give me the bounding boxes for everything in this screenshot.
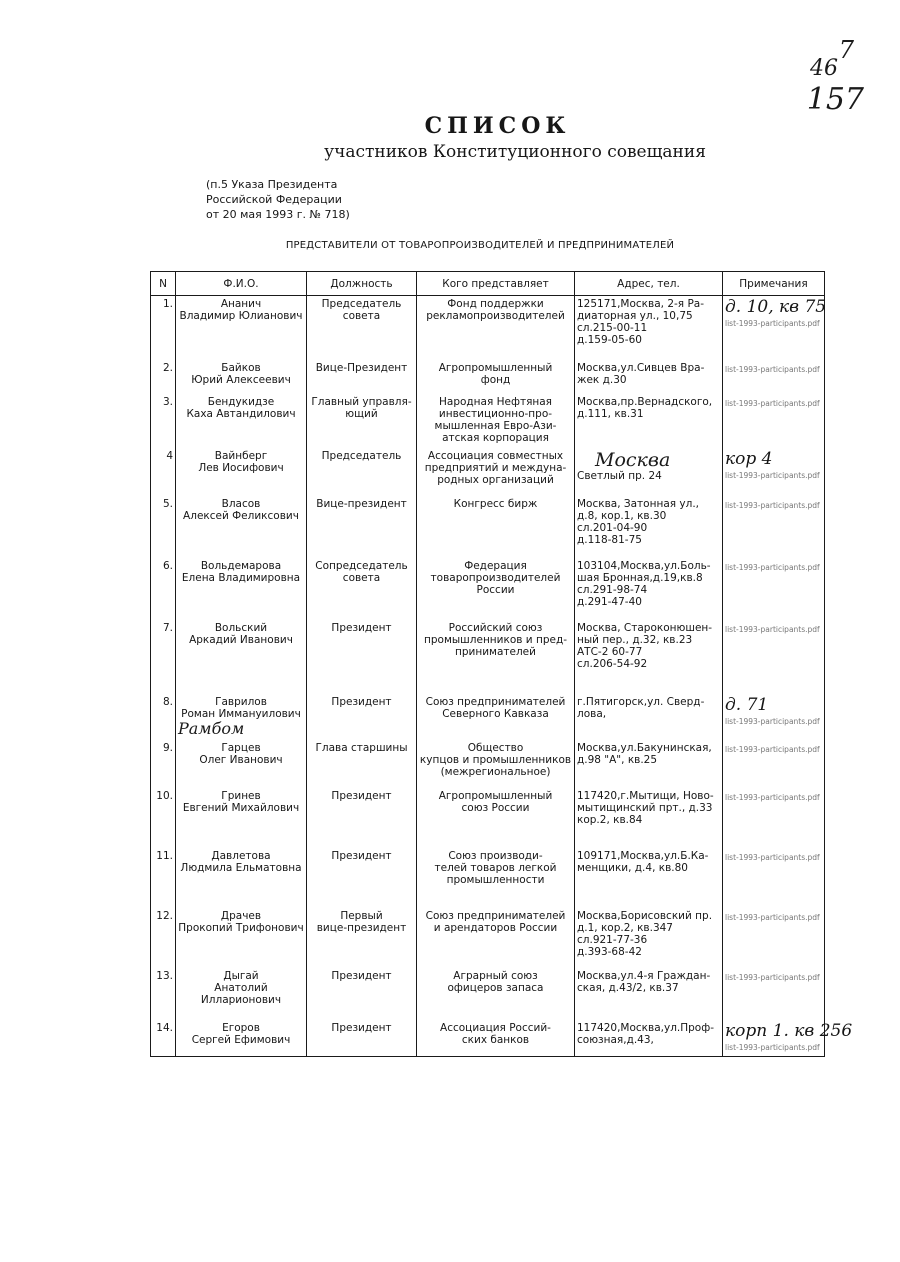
address-phone-line: сл.215-00-11 [577, 322, 648, 334]
header-position: Должность [307, 272, 417, 296]
organization-line: Союз производи- [448, 849, 543, 862]
organization-line: фонд [480, 373, 511, 386]
organization-line: Аграрный союз [453, 969, 538, 982]
organization [417, 620, 575, 694]
table-row [151, 496, 825, 558]
address-phone-line: д.98 "А", кв.25 [577, 753, 658, 766]
file-name: list-1993-participants.pdf [725, 562, 820, 572]
file-name: list-1993-participants.pdf [725, 792, 820, 802]
file-name: list-1993-participants.pdf [725, 500, 820, 510]
organization-line: атская корпорация [442, 431, 549, 444]
person-position [307, 740, 417, 788]
notes-cell [723, 788, 825, 848]
organization-line: Российский союз [448, 621, 543, 634]
organization-line: купцов и промышленников [419, 753, 572, 766]
person-position [307, 620, 417, 694]
person-position-line: Президент [331, 849, 392, 862]
address-phone [575, 620, 723, 694]
address-phone-line: Москва, Затонная ул., [577, 497, 700, 510]
person-position [307, 788, 417, 848]
organization-line: Фонд поддержки [447, 298, 544, 310]
organization [417, 908, 575, 968]
address-phone [575, 788, 723, 848]
person-name-line: Гринев [221, 789, 261, 802]
organization-line: предприятий и междуна- [424, 461, 567, 474]
address-phone-line: менщики, д.4, кв.80 [577, 861, 688, 874]
person-name-line: Людмила Ельматовна [180, 861, 302, 874]
row-number: 10. [151, 788, 176, 848]
file-name: list-1993-participants.pdf [725, 624, 820, 634]
address-phone-line: д.1, кор.2, кв.347 [577, 921, 673, 934]
organization [417, 296, 575, 360]
person-name-line: Вайнберг [214, 449, 268, 462]
address-phone-line: 103104,Москва,ул.Боль- [577, 559, 711, 572]
archive-mark-2: 46 [810, 56, 838, 81]
person-name [176, 620, 307, 694]
table-row [151, 968, 825, 1020]
address-phone-line: ская, д.43/2, кв.37 [577, 981, 679, 994]
person-name-line: Сергей Ефимович [191, 1033, 291, 1046]
address-phone [575, 448, 723, 496]
row-number: 9. [151, 740, 176, 788]
row-number: 11. [151, 848, 176, 908]
person-name-line: Дыгай [223, 969, 259, 982]
file-name: list-1993-participants.pdf [725, 319, 820, 328]
file-name: list-1993-participants.pdf [725, 716, 820, 726]
row-number: 13. [151, 968, 176, 1020]
person-name-line: Байков [221, 361, 261, 374]
organization-line: Северного Кавказа [442, 707, 549, 720]
table-header-row [151, 272, 825, 296]
person-name [176, 740, 307, 788]
organization-line: Агропромышленный [438, 789, 553, 802]
person-name-line: Ананич [220, 298, 262, 310]
address-phone-line: 117420,г.Мытищи, Ново- [577, 789, 714, 802]
table-row [151, 558, 825, 620]
person-position [307, 1020, 417, 1057]
organization [417, 788, 575, 848]
person-name [176, 296, 307, 360]
person-name-line: Рамбом [178, 718, 245, 738]
person-name [176, 558, 307, 620]
person-position-line: Президент [331, 1021, 392, 1034]
notes-cell [723, 1020, 853, 1057]
header-represents: Кого представляет [417, 272, 575, 296]
row-number: 7. [151, 620, 176, 694]
address-phone-line: Москва,ул.Сивцев Вра- [577, 361, 705, 374]
person-name [176, 496, 307, 558]
address-phone-line: сл.921-77-36 [577, 933, 648, 946]
file-name: list-1993-participants.pdf [725, 912, 820, 922]
person-name-line: Бендукидзе [207, 395, 275, 408]
person-position-line: Президент [331, 695, 392, 708]
organization-line: Федерация [464, 559, 527, 572]
address-phone-line: кор.2, кв.84 [577, 813, 643, 826]
address-phone [575, 968, 723, 1020]
person-name [176, 848, 307, 908]
person-name [176, 694, 307, 740]
file-name: list-1993-participants.pdf [725, 744, 820, 754]
notes-cell [723, 360, 825, 394]
organization [417, 360, 575, 394]
person-name-line: Давлетова [211, 849, 271, 862]
address-phone [575, 908, 723, 968]
address-phone-line: союзная,д.43, [577, 1033, 654, 1046]
person-name-line: Драчев [220, 909, 262, 922]
organization [417, 496, 575, 558]
person-position-line: Президент [331, 621, 392, 634]
person-position [307, 848, 417, 908]
person-position [307, 694, 417, 740]
address-phone-line: 117420,Москва,ул.Проф- [577, 1021, 714, 1034]
person-name-line: Каха Автандилович [186, 407, 296, 420]
organization-line: промышленности [446, 873, 545, 886]
notes-cell [723, 694, 825, 740]
person-position [307, 968, 417, 1020]
address-phone-line: 109171,Москва,ул.Б.Ка- [577, 849, 709, 862]
person-position [307, 394, 417, 448]
notes-cell [723, 394, 825, 448]
table-row [151, 394, 825, 448]
notes-cell [723, 448, 825, 496]
address-phone-line: д.111, кв.31 [577, 407, 644, 420]
person-name-line: Гарцев [221, 741, 261, 754]
address-phone [575, 394, 723, 448]
file-name: list-1993-participants.pdf [725, 852, 820, 862]
address-phone [575, 1020, 723, 1057]
notes-cell [723, 496, 825, 558]
organization [417, 558, 575, 620]
row-number: 6. [151, 558, 176, 620]
person-name-line: Вольдемарова [200, 559, 282, 572]
person-name-line: Илларионович [200, 993, 282, 1006]
header-num: N [151, 272, 176, 296]
address-phone-line: д.8, кор.1, кв.30 [577, 509, 667, 522]
organization-line: ских банков [461, 1033, 530, 1046]
table-row [151, 848, 825, 908]
notes-cell [723, 848, 825, 908]
address-phone [575, 848, 723, 908]
organization-line: инвестиционно-про- [438, 407, 553, 420]
address-phone-line: Москва [595, 448, 671, 471]
organization [417, 1020, 575, 1057]
person-position [307, 496, 417, 558]
organization [417, 968, 575, 1020]
person-position-line: совета [342, 310, 381, 322]
address-phone [575, 740, 723, 788]
person-position-line: Президент [331, 969, 392, 982]
table-row [151, 694, 825, 740]
address-phone-line: шая Бронная,д.19,кв.8 [577, 571, 703, 584]
person-name [176, 968, 307, 1020]
address-phone-line: д.393-68-42 [577, 945, 642, 958]
organization-line: России [476, 583, 515, 596]
person-position [307, 296, 417, 360]
person-position [307, 360, 417, 394]
handwritten-note: кор 4 [725, 448, 773, 469]
person-position-line: ющий [345, 407, 378, 420]
table-row [151, 360, 825, 394]
address-phone-line: Москва,ул.Бакунинская, [577, 741, 712, 754]
address-phone-line: Москва,ул.4-я Граждан- [577, 969, 711, 982]
organization-line: (межрегиональное) [440, 765, 551, 778]
address-phone-line: сл.206-54-92 [577, 657, 648, 670]
notes-cell [723, 908, 825, 968]
basis-line: от 20 мая 1993 г. № 718) [206, 208, 350, 221]
address-phone-line: Москва, Староконюшен- [577, 621, 713, 634]
address-phone [575, 360, 723, 394]
address-phone-line: д.159-05-60 [577, 334, 642, 346]
person-position [307, 558, 417, 620]
person-position-line: Вице-Президент [315, 361, 408, 374]
person-name [176, 1020, 307, 1057]
organization-line: Народная Нефтяная [438, 395, 552, 408]
table-row [151, 740, 825, 788]
archive-mark-3: 157 [806, 82, 864, 117]
organization-line: Союз предпринимателей [425, 695, 566, 708]
person-name-line: Власов [221, 497, 261, 510]
organization [417, 694, 575, 740]
address-phone-line: Москва,пр.Вернадского, [577, 395, 713, 408]
organization-line: Ассоциация Россий- [440, 1021, 551, 1034]
organization [417, 448, 575, 496]
organization-line: принимателей [455, 645, 536, 658]
organization-line: промышленников и пред- [424, 633, 567, 646]
person-position-line: Президент [331, 789, 392, 802]
person-position-line: Председатель [321, 298, 402, 310]
participants-table [150, 271, 853, 1057]
organization-line: мышленная Евро-Ази- [434, 419, 557, 432]
row-number: 8. [151, 694, 176, 740]
address-phone [575, 496, 723, 558]
person-name-line: Вольский [214, 621, 268, 634]
basis-line: Российской Федерации [206, 193, 342, 206]
address-phone [575, 694, 723, 740]
person-position-line: вице-президент [316, 921, 407, 934]
address-phone [575, 296, 723, 360]
organization-line: союз России [461, 801, 530, 814]
header-notes: Примечания [723, 272, 825, 296]
organization-line: родных организаций [437, 473, 554, 486]
person-name-line: Лев Иосифович [198, 461, 284, 474]
person-name-line: Владимир Юлианович [179, 310, 303, 322]
table-row [151, 1020, 825, 1057]
person-position-line: Сопредседатель [315, 559, 408, 572]
file-name: list-1993-participants.pdf [725, 1042, 820, 1052]
address-phone-line: диаторная ул., 10,75 [577, 310, 693, 322]
row-number: 14. [151, 1020, 176, 1057]
organization-line: товаропроизводителей [430, 571, 561, 584]
person-position-line: Первый [340, 909, 383, 922]
basis-line: (п.5 Указа Президента [206, 178, 338, 191]
organization-line: Ассоциация совместных [427, 449, 564, 462]
address-phone-line: Москва,Борисовский пр. [577, 909, 713, 922]
person-name-line: Евгений Михайлович [182, 801, 300, 814]
person-position-line: Главный управля- [311, 395, 412, 408]
notes-cell [723, 740, 825, 788]
organization-line: Конгресс бирж [453, 497, 538, 510]
person-name-line: Алексей Феликсович [183, 509, 299, 522]
table-row [151, 296, 825, 360]
notes-cell [723, 968, 825, 1020]
handwritten-note: д. 71 [725, 694, 769, 715]
address-phone-line: Светлый пр. 24 [577, 469, 662, 482]
organization-line: офицеров запаса [447, 981, 544, 994]
table-row [151, 788, 825, 848]
archive-mark-1: 7 [838, 36, 854, 64]
handwritten-note: корп 1. кв 256 [725, 1020, 853, 1041]
header-name: Ф.И.О. [176, 272, 307, 296]
address-phone-line: ный пер., д.32, кв.23 [577, 633, 693, 646]
organization-line: рекламопроизводителей [426, 310, 565, 322]
person-name-line: Аркадий Иванович [189, 633, 293, 646]
file-name: list-1993-participants.pdf [725, 470, 820, 480]
address-phone-line: лова, [577, 707, 607, 720]
organization-line: Агропромышленный [438, 361, 553, 374]
person-position-line: Глава старшины [315, 741, 408, 754]
person-name-line: Анатолий [214, 981, 268, 994]
person-name [176, 448, 307, 496]
organization-line: Союз предпринимателей [425, 909, 566, 922]
person-name-line: Роман Иммануилович [181, 707, 301, 720]
person-name-line: Гаврилов [215, 695, 267, 708]
row-number: 5. [151, 496, 176, 558]
person-name [176, 788, 307, 848]
person-position [307, 448, 417, 496]
organization-line: телей товаров легкой [434, 861, 557, 874]
section-title: ПРЕДСТАВИТЕЛИ ОТ ТОВАРОПРОИЗВОДИТЕЛЕЙ И ПРЕДПРИНИМАТЕЛЕЙ [285, 240, 675, 251]
address-phone-line: сл.291-98-74 [577, 583, 648, 596]
table-row [151, 620, 825, 694]
address-phone-line: АТС-2 60-77 [577, 645, 643, 658]
person-position [307, 908, 417, 968]
file-name: list-1993-participants.pdf [725, 364, 820, 374]
handwritten-note: д. 10, кв 75 [725, 297, 827, 317]
document-title: СПИСОК [424, 113, 571, 139]
row-number: 12. [151, 908, 176, 968]
row-number: 4 [151, 448, 176, 496]
row-number: 3. [151, 394, 176, 448]
person-name-line: Егоров [222, 1021, 260, 1034]
person-name [176, 908, 307, 968]
address-phone-line: г.Пятигорск,ул. Сверд- [577, 695, 705, 708]
organization-line: Общество [467, 741, 524, 754]
table-row [151, 448, 825, 496]
organization [417, 394, 575, 448]
table-row [151, 908, 825, 968]
person-name-line: Прокопий Трифонович [178, 921, 304, 934]
address-phone-line: д.118-81-75 [577, 533, 642, 546]
legal-basis [206, 177, 350, 222]
header-address: Адрес, тел. [575, 272, 723, 296]
person-position-line: Вице-президент [316, 497, 407, 510]
person-name-line: Олег Иванович [199, 753, 283, 766]
file-name: list-1993-participants.pdf [725, 972, 820, 982]
organization [417, 848, 575, 908]
person-name [176, 360, 307, 394]
address-phone [575, 558, 723, 620]
address-phone-line: жек д.30 [577, 373, 627, 386]
address-phone-line: 125171,Москва, 2-я Ра- [577, 298, 704, 310]
organization-line: и арендаторов России [433, 921, 558, 934]
notes-cell [723, 558, 825, 620]
notes-cell [723, 296, 825, 360]
person-name [176, 394, 307, 448]
person-name-line: Елена Владимировна [181, 571, 301, 584]
row-number: 1. [151, 296, 176, 360]
file-name: list-1993-participants.pdf [725, 398, 820, 408]
address-phone-line: д.291-47-40 [577, 595, 642, 608]
address-phone-line: мытищинский прт., д.33 [577, 801, 713, 814]
document-subtitle: участников Конституционного совещания [324, 142, 706, 162]
person-name-line: Юрий Алексеевич [191, 373, 291, 386]
notes-cell [723, 620, 825, 694]
person-position-line: Председатель [321, 449, 402, 462]
address-phone-line: сл.201-04-90 [577, 521, 648, 534]
row-number: 2. [151, 360, 176, 394]
archive-page-number [800, 36, 864, 116]
person-position-line: совета [342, 571, 381, 584]
organization [417, 740, 575, 788]
